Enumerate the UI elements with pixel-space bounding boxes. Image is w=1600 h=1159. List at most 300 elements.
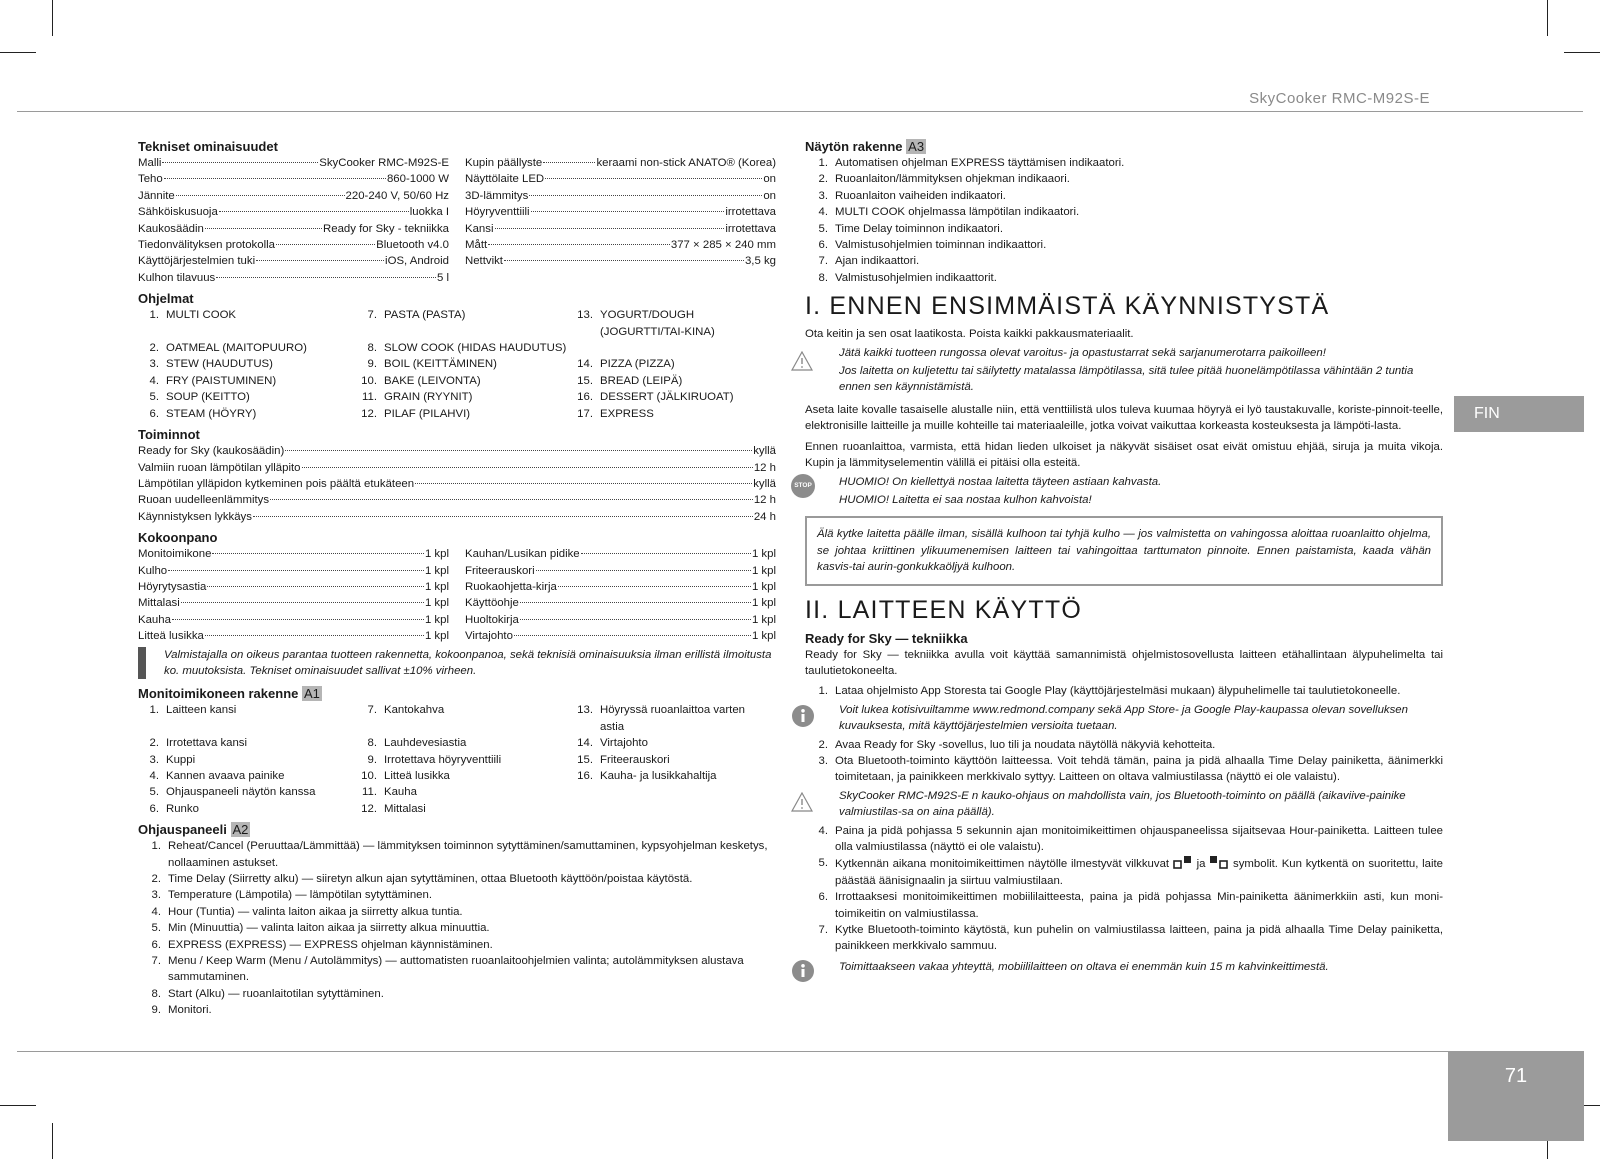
dot-leader — [216, 277, 436, 278]
spec-key: Monitoimikone — [138, 548, 212, 561]
list-number: 6. — [151, 938, 161, 951]
spec-row — [138, 563, 449, 579]
spec-row — [465, 595, 776, 611]
crop-mark — [1564, 52, 1600, 53]
list-item — [805, 237, 1443, 253]
list-text: Monitori. — [168, 1004, 212, 1017]
list-number: 16. — [577, 391, 593, 404]
dot-leader — [168, 570, 424, 571]
list-number: 1. — [818, 157, 828, 169]
list-number: 12. — [361, 407, 377, 420]
structure-title-text: Monitoimikoneen rakenne — [138, 686, 299, 702]
spec-value: keraami non-stick ANATO® (Korea) — [596, 157, 776, 169]
list-number: 3. — [149, 358, 159, 371]
list-text: Ajan indikaattori. — [835, 255, 920, 268]
contents-title: Kokoonpano — [138, 530, 218, 546]
spec-row — [138, 460, 776, 476]
spec-row — [138, 579, 449, 595]
dot-leader — [181, 602, 424, 603]
step-text — [835, 855, 1443, 889]
stop-warning-2-text: HUOMIO! Laitetta ei saa nostaa kulhon kahvoista! — [839, 493, 1092, 506]
list-text: Kauha — [384, 786, 417, 799]
spec-value: 12 h — [753, 461, 776, 474]
list-text: SLOW COOK (HIDAS HAUDUTUS) — [384, 342, 567, 355]
dot-leader — [207, 586, 424, 587]
specs-col2 — [465, 155, 776, 286]
list-number: 4. — [149, 374, 159, 387]
stop-icon — [794, 474, 839, 490]
warning-triangle-icon — [805, 788, 839, 821]
spec-key: Ruokaohjetta-kirja — [465, 580, 557, 593]
dot-leader — [520, 602, 751, 603]
step5-part-b: ja — [1196, 858, 1206, 871]
spec-value: 1 kpl — [424, 597, 449, 610]
spec-row — [138, 171, 449, 187]
panel-title — [138, 821, 776, 838]
list-text: Ruoanlaiton vaiheiden indikaatori. — [835, 189, 1006, 202]
list-text: Höyryssä ruoanlaittoa varten astia — [600, 704, 745, 733]
list-number: 4. — [151, 905, 161, 918]
specs-title: Tekniset ominaisuudet — [138, 139, 278, 154]
section2-subheading: Ready for Sky — tekniikka — [805, 630, 968, 646]
spec-key: Kauha — [138, 613, 171, 626]
list-number: 10. — [361, 374, 377, 387]
list-number: 2. — [818, 173, 828, 186]
dot-leader — [545, 178, 762, 179]
info-1-text: Voit lukea kotisivuiltamme www.redmond.company sekä App Store- ja Google Play-kaupassa olevan sovelluksen kuvauksesta, mitä käyttöjärjestelmien versioita tuetaan. — [839, 703, 1408, 733]
list-text: BAKE (LEIVONTA) — [384, 374, 481, 387]
spec-key: Malli — [138, 157, 162, 169]
list-number: 8. — [367, 737, 377, 750]
list-text: Temperature (Lämpotila) — lämpötilan sytyttäminen. — [168, 889, 432, 902]
functions-title: Toiminnot — [138, 427, 200, 443]
spec-key: 3D-lämmitys — [465, 189, 529, 202]
warning-2-text: Jos laitetta on kuljetettu tai säilytetty matalassa lämpötilassa, sitä tulee pitää huonelämpötilassa vähintään 2 tuntia ennen sen käynnistämistä. — [839, 365, 1414, 394]
list-number: 9. — [367, 753, 377, 766]
list-number: 7. — [818, 255, 828, 268]
list-number: 6. — [818, 239, 828, 252]
spec-row — [138, 204, 449, 220]
list-text: STEAM (HÖYRY) — [166, 407, 257, 420]
warning-triangle-icon — [805, 345, 839, 361]
section1-p1: Ota keitin ja sen osat laatikosta. Poista kaikki pakkausmateriaalit. — [805, 328, 1134, 341]
section1-p2: Aseta laite kovalle tasaiselle alustalle niin, että venttiilistä ulos tuleva kuumaa höyryä ei lyö taustakuvalle, koriste-pinnoit-teelle, elektronisille laitteille ja muille kohteille tai materiaaleille, jotka voivat vaikuttaa korkeasta kosteuksesta ja lämpöti-lasta. — [805, 403, 1443, 433]
list-text: Virtajohto — [600, 737, 648, 750]
crop-mark — [0, 52, 36, 53]
dot-leader — [514, 635, 751, 636]
list-item — [572, 735, 768, 751]
list-text: EXPRESS (EXPRESS) — EXPRESS ohjelman käynnistäminen. — [168, 938, 493, 951]
programs-list — [138, 307, 776, 422]
list-item — [572, 307, 768, 340]
list-item — [572, 373, 768, 389]
step-number: 2. — [818, 738, 828, 751]
spec-key: Käynnistyksen lykkäys — [138, 510, 252, 523]
list-text: Ohjauspaneeli näytön kanssa — [166, 786, 316, 799]
spec-key: Kulhon tilavuus — [138, 271, 216, 284]
spec-row — [465, 155, 776, 171]
list-item — [138, 871, 776, 887]
spec-value: 1 kpl — [424, 630, 449, 643]
step5-part-a: Kytkennän aikana monitoimikeittimen näytölle ilmestyvät vilkkuvat — [835, 858, 1170, 871]
right-column — [794, 138, 1444, 977]
structure-list — [138, 702, 776, 817]
list-item — [572, 340, 768, 356]
warning-1 — [805, 345, 1443, 361]
list-text: EXPRESS — [600, 407, 654, 420]
list-item — [805, 188, 1443, 204]
spec-row — [465, 221, 776, 237]
list-item — [138, 801, 356, 817]
spec-row — [138, 155, 449, 171]
display-title-text: Näytön rakenne — [805, 139, 903, 154]
spec-value: on — [763, 173, 776, 186]
spec-row — [138, 188, 449, 204]
spec-key: Höyrytysastia — [138, 580, 207, 593]
list-number: 1. — [149, 309, 159, 322]
list-item — [138, 937, 776, 953]
structure-title — [138, 685, 776, 702]
list-item — [138, 702, 356, 735]
list-text: FRY (PAISTUMINEN) — [166, 374, 277, 387]
spec-value: Bluetooth v4.0 — [376, 239, 449, 252]
list-text: Automatisen ohjelman EXPRESS täyttämisen indikaatori. — [835, 157, 1125, 169]
spec-key: Kupin päällyste — [465, 157, 543, 169]
contents-table — [138, 546, 776, 644]
info-2 — [805, 959, 1443, 975]
dot-leader — [205, 635, 424, 636]
spec-key: Ruoan uudelleenlämmitys — [138, 494, 270, 507]
list-number: 2. — [149, 342, 159, 355]
list-item — [138, 768, 356, 784]
footer-rule — [17, 1051, 1448, 1052]
display-title — [805, 138, 1443, 155]
contents-col1 — [138, 546, 449, 644]
list-item — [572, 356, 768, 372]
page-number: 71 — [1448, 1051, 1584, 1141]
list-item — [805, 204, 1443, 220]
step-1 — [805, 683, 1443, 699]
info-1 — [805, 702, 1443, 735]
list-item — [356, 373, 572, 389]
list-item — [805, 171, 1443, 187]
list-item — [356, 784, 572, 800]
header-title: SkyCooker RMC-M92S-E — [1249, 90, 1430, 107]
spec-value: 1 kpl — [424, 580, 449, 593]
list-number: 14. — [577, 737, 593, 750]
list-number: 7. — [151, 955, 161, 968]
stop-icon-label: STOP — [791, 474, 815, 498]
spec-value: 5 l — [436, 271, 449, 284]
dot-leader — [164, 178, 386, 179]
step-number: 6. — [818, 891, 828, 904]
list-number: 10. — [361, 770, 377, 782]
spec-value: kyllä — [753, 477, 776, 490]
list-number: 13. — [577, 704, 593, 717]
crop-mark — [1547, 0, 1548, 36]
spec-key: Tiedonvälityksen protokolla — [138, 239, 275, 252]
spec-row — [465, 253, 776, 269]
list-number — [572, 801, 600, 817]
list-item — [572, 801, 768, 817]
list-number: 17. — [577, 407, 593, 420]
step-3 — [805, 753, 1443, 786]
list-text: STEW (HAUDUTUS) — [166, 358, 273, 371]
step-5 — [805, 855, 1443, 889]
list-number: 15. — [577, 374, 593, 387]
list-item — [805, 221, 1443, 237]
list-number: 12. — [361, 802, 377, 815]
spec-key: Friteerauskori — [465, 564, 535, 577]
language-tab: FIN — [1454, 396, 1584, 432]
list-number: 1. — [149, 704, 159, 717]
spec-key: Lämpötilan ylläpidon kytkeminen pois päältä etukäteen — [138, 477, 415, 490]
list-item — [356, 307, 572, 340]
list-number: 11. — [362, 391, 377, 404]
list-text: Mittalasi — [384, 802, 426, 815]
list-number — [572, 784, 600, 800]
warning-3 — [805, 788, 1443, 821]
display-tag: A3 — [908, 139, 925, 154]
list-text: Kauha- ja lusikkahaltija — [600, 770, 717, 782]
dot-leader — [558, 586, 751, 587]
spec-row — [465, 579, 776, 595]
spec-key: Mått — [465, 239, 488, 252]
step-number: 7. — [818, 924, 828, 937]
list-text: Kannen avaava painike — [166, 770, 285, 782]
spec-key: Kansi — [465, 222, 494, 235]
list-text: PASTA (PASTA) — [384, 309, 466, 322]
dot-leader — [543, 162, 595, 163]
spec-value: 1 kpl — [751, 548, 776, 561]
spec-row — [465, 237, 776, 253]
list-number: 7. — [367, 704, 377, 717]
list-item — [138, 373, 356, 389]
list-item — [138, 920, 776, 936]
section2-steps — [805, 683, 1443, 975]
list-number: 16. — [577, 770, 593, 782]
bluetooth-pair-symbol-alt-icon — [1209, 855, 1229, 869]
spec-value: 12 h — [753, 494, 776, 507]
step-text: Irrottaaksesi monitoimikeittimen mobiililaitteesta, paina ja pidä pohjassa Min-painiketta äänimerkkiin asti, kun moni-toimikeitin on valmiustilassa. — [835, 891, 1443, 920]
list-text: Reheat/Cancel (Peruuttaa/Lämmittää) — lämmityksen toiminnon sytyttäminen/samuttaminen, kypsyohjelman kesketys, nollaaminen astukset. — [168, 840, 768, 869]
list-number: 4. — [149, 770, 159, 782]
dot-leader — [536, 570, 751, 571]
section2-p1: Ready for Sky — tekniikka avulla voit käyttää samannimistä ohjelmistosovellusta laitteen etähallintaan älypuhelimelta tai taulutietokoneelta. — [805, 648, 1443, 677]
spec-row — [138, 237, 449, 253]
list-text: Hour (Tuntia) — valinta laiton aikaa ja siirretty alkua tuntia. — [168, 905, 463, 918]
list-item — [805, 270, 1443, 286]
list-number: 9. — [367, 358, 377, 371]
list-item — [356, 356, 572, 372]
spec-value: 220-240 V, 50/60 Hz — [345, 189, 449, 202]
spec-value: irrotettava — [725, 206, 776, 219]
step-2 — [805, 737, 1443, 753]
spec-key: Mittalasi — [138, 597, 180, 610]
list-text: Time Delay (Siirretty alku) — siiretyn alkun ajan sytyttäminen, ottaa Bluetooth käyttöön/poistaa käytöstä. — [168, 873, 693, 886]
list-item — [138, 307, 356, 340]
manufacturer-note — [138, 647, 776, 680]
list-item — [805, 253, 1443, 269]
list-text: PIZZA (PIZZA) — [600, 358, 675, 371]
dot-leader — [176, 195, 345, 196]
dot-leader — [302, 467, 753, 468]
list-number: 2. — [151, 873, 161, 886]
list-number: 14. — [577, 358, 593, 371]
spec-row — [465, 628, 776, 644]
list-text: Lauhdevesiastia — [384, 737, 467, 750]
list-text: Friteerauskori — [600, 753, 670, 766]
list-text: Valmistusohjelmien indikaattorit. — [835, 271, 997, 284]
list-text: BREAD (LEIPÄ) — [600, 374, 683, 387]
step-6 — [805, 889, 1443, 922]
list-number: 3. — [149, 753, 159, 766]
dot-leader — [529, 195, 762, 196]
step-4 — [805, 823, 1443, 856]
list-item — [356, 340, 572, 356]
list-item — [572, 406, 768, 422]
dot-leader — [488, 244, 670, 245]
boxed-warning: Älä kytke laitetta päälle ilman, sisällä kulhoon tai tyhjä kulho — jos valmistetta on vahingossa aloittaa ruoanlaitto ohjelma, se johtaa kriittinen ylikuumenemisen laitteen tai vahingoittaa tarttumaton pinnoite. Ennen paistamista, kaada vähän kasvis-tai aurin-gonkukkaöljyä kulhoon. — [805, 516, 1443, 585]
dot-leader — [285, 450, 752, 451]
list-text: MULTI COOK ohjelmassa lämpötilan indikaatori. — [835, 206, 1080, 219]
panel-title-text: Ohjauspaneeli — [138, 822, 227, 838]
info-icon — [805, 959, 839, 975]
list-number: 9. — [151, 1004, 161, 1017]
spec-value: 860-1000 W — [386, 173, 449, 186]
spec-key: Ready for Sky (kaukosäädin) — [138, 445, 285, 458]
contents-col2 — [465, 546, 776, 644]
dot-leader — [276, 244, 375, 245]
spec-key: Kauhan/Lusikan pidike — [465, 548, 580, 561]
list-item — [138, 389, 356, 405]
spec-row — [138, 270, 449, 286]
list-text: SOUP (KEITTO) — [166, 391, 250, 404]
list-item — [138, 838, 776, 871]
list-item — [356, 768, 572, 784]
list-text: MULTI COOK — [166, 309, 237, 322]
spec-row — [138, 253, 449, 269]
warning-2 — [805, 363, 1443, 396]
list-text: Laitteen kansi — [166, 704, 237, 717]
spec-value: 377 × 285 × 240 mm — [670, 239, 776, 252]
list-number: 5. — [149, 786, 159, 799]
list-text: YOGURT/DOUGH (JOGURTTI/TAI-KINA) — [600, 309, 715, 338]
list-item — [138, 1002, 776, 1018]
spec-row — [465, 563, 776, 579]
spec-key: Käyttöjärjestelmien tuki — [138, 255, 256, 268]
step-7 — [805, 922, 1443, 955]
list-item — [572, 768, 768, 784]
manufacturer-note-text: Valmistajalla on oikeus parantaa tuotteen rakennetta, kokoonpanoa, sekä teknisiä ominaisuuksia ilman erillistä ilmoitusta ko. muutoksista. Tekniset ominaisuudet sallivat ±10% virheen. — [164, 648, 772, 677]
spec-value: 1 kpl — [751, 630, 776, 643]
spec-key: Litteä lusikka — [138, 630, 204, 643]
structure-tag: A1 — [304, 686, 320, 702]
spec-row — [138, 476, 776, 492]
list-number: 15. — [577, 753, 593, 766]
step-number: 1. — [818, 685, 828, 698]
dot-leader — [219, 211, 409, 212]
dot-leader — [172, 619, 424, 620]
list-text: Valmistusohjelmien toiminnan indikaattori. — [835, 239, 1047, 252]
list-number: 3. — [151, 889, 161, 902]
list-item — [572, 784, 768, 800]
spec-value: 1 kpl — [424, 564, 449, 577]
list-text: GRAIN (RYYNIT) — [384, 391, 473, 404]
spec-key: Näyttölaite LED — [465, 173, 545, 186]
list-item — [138, 784, 356, 800]
spec-key: Valmiin ruoan lämpötilan ylläpito — [138, 461, 301, 474]
list-item — [805, 155, 1443, 171]
spec-row — [138, 509, 776, 525]
spec-key: Kaukosäädin — [138, 222, 204, 235]
stop-warning-1 — [794, 474, 1443, 490]
dot-leader — [581, 553, 751, 554]
spec-value: luokka I — [409, 206, 449, 219]
list-number: 5. — [149, 391, 159, 404]
list-number: 6. — [149, 802, 159, 815]
list-number: 7. — [367, 309, 377, 322]
list-text: Menu / Keep Warm (Menu / Autolämmitys) — auttomatisten ruoanlaitoohjelmien valinta; autolämmityksen alustava sammutaminen. — [168, 955, 744, 984]
dot-leader — [504, 260, 744, 261]
crop-mark — [0, 1105, 36, 1106]
step-number: 5. — [818, 857, 828, 870]
dot-leader — [415, 483, 752, 484]
spec-value: 1 kpl — [424, 548, 449, 561]
list-item — [138, 406, 356, 422]
step-text: Kytke Bluetooth-toiminto käytöstä, kun puhelin on valmiustilassa laitteen, paina ja pidä alhaalla Time Delay painiketta, painikkeen merkkivalo sammuu. — [835, 924, 1443, 953]
panel-list — [138, 838, 776, 1018]
list-number: 1. — [151, 840, 161, 853]
step-text: Avaa Ready for Sky -sovellus, luo tili ja noudata näytöllä näkyviä kehotteita. — [835, 738, 1216, 751]
spec-value: 1 kpl — [751, 613, 776, 626]
info-2-text: Toimittaakseen vakaa yhteyttä, mobiililaitteen on oltava ei enemmän kuin 15 m kahvinkeittimestä. — [839, 960, 1329, 973]
spec-key: Jännite — [138, 189, 175, 202]
list-number: 13. — [577, 309, 593, 322]
list-item — [138, 986, 776, 1002]
list-item — [356, 752, 572, 768]
warning-3-text: SkyCooker RMC-M92S-E n kauko-ohjaus on mahdollista vain, jos Bluetooth-toiminto on päällä (aikaviive-painike valmiustilas-sa on aina päällä). — [839, 789, 1406, 819]
dot-leader — [205, 228, 322, 229]
list-item — [356, 406, 572, 422]
step-text: Lataa ohjelmisto App Storesta tai Google Play (käyttöjärjestelmäsi mukaan) älypuhelimelle tai taulutietokoneelle. — [835, 685, 1401, 698]
list-text: PILAF (PILAHVI) — [384, 407, 471, 420]
section2-heading: II. LAITTEEN KÄYTTÖ — [805, 595, 1083, 624]
stop-warning-2-spacer — [805, 492, 839, 508]
spec-row — [138, 595, 449, 611]
list-text: Start (Alku) — ruoanlaitotilan sytyttäminen. — [168, 987, 384, 1000]
list-text: OATMEAL (MAITOPUURO) — [166, 342, 307, 355]
spec-row — [138, 443, 776, 459]
spec-value: 1 kpl — [751, 597, 776, 610]
warning-1-text: Jätä kaikki tuotteen rungossa olevat varoitus- ja opastustarrat sekä sarjanumerotarra paikoilleen! — [839, 346, 1326, 359]
step-number: 3. — [818, 754, 828, 767]
list-item — [138, 887, 776, 903]
spec-key: Kulho — [138, 564, 168, 577]
list-text: BOIL (KEITTÄMINEN) — [384, 358, 497, 371]
list-item — [356, 389, 572, 405]
spec-value: 3,5 kg — [744, 255, 776, 268]
list-text: Ruoanlaiton/lämmityksen ohjekman indikaaori. — [835, 173, 1070, 186]
list-item — [138, 340, 356, 356]
list-item — [138, 904, 776, 920]
spec-row — [138, 628, 449, 644]
dot-leader — [256, 260, 384, 261]
spec-value: 1 kpl — [751, 580, 776, 593]
spec-key: Käyttöohje — [465, 597, 519, 610]
spec-value: SkyCooker RMC-M92S-E — [319, 157, 449, 169]
dot-leader — [495, 228, 725, 229]
